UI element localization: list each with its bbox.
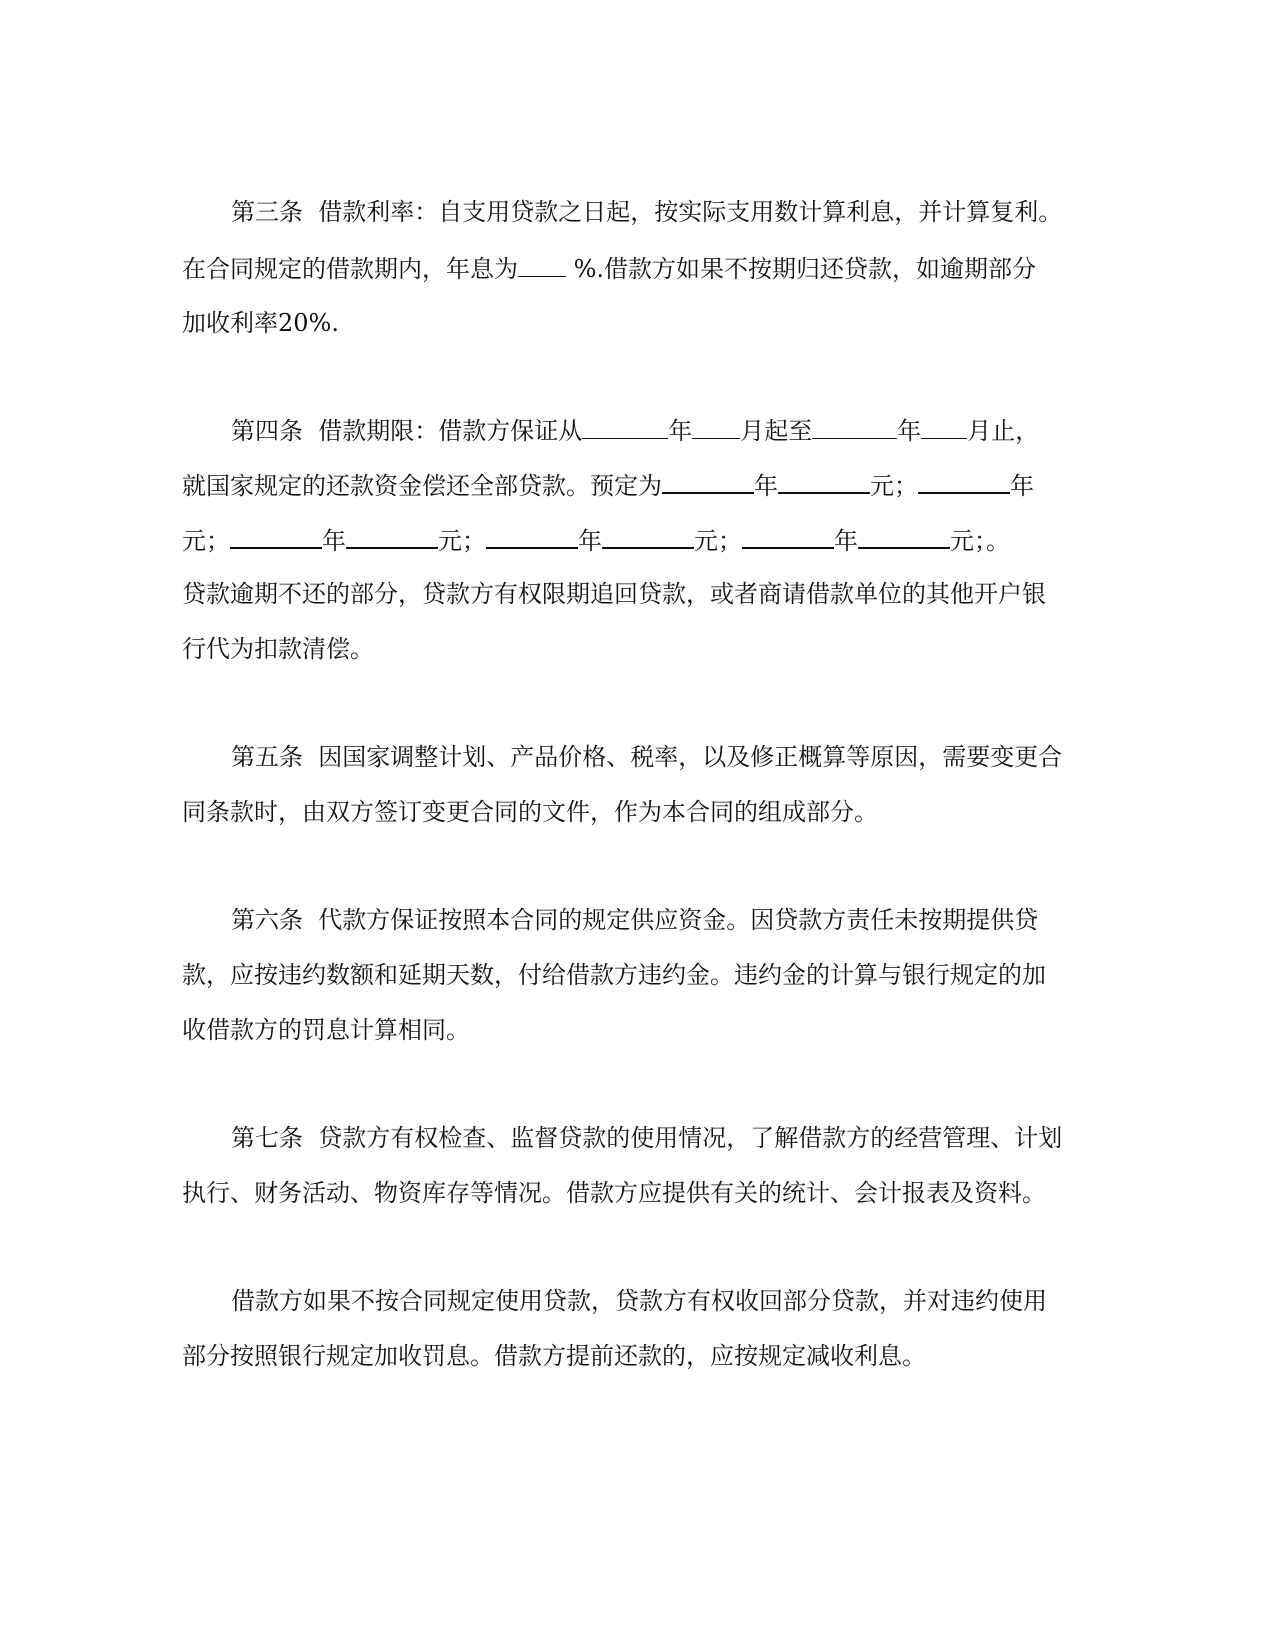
schedule-amount-1-blank <box>778 468 870 494</box>
end-year-blank <box>812 414 897 439</box>
year-label: 年 <box>834 527 858 555</box>
yuan-label: 元； <box>438 527 486 555</box>
schedule-year-5-blank <box>742 523 834 549</box>
year-label: 年 <box>578 527 602 555</box>
article-4-line-5: 行代为扣款清偿。 <box>182 635 374 663</box>
yuan-label: 元； <box>694 527 742 555</box>
schedule-amount-5-blank <box>858 523 950 549</box>
article-7-cont-line-2: 部分按照银行规定加收罚息。借款方提前还款的，应按规定减收利息。 <box>182 1342 926 1370</box>
interest-rate-blank <box>518 252 566 277</box>
article-4-line-1-text-a: 第四条 借款期限：借款方保证从 <box>231 417 583 445</box>
month-end-label: 月止， <box>967 417 1040 445</box>
article-5-line-1: 第五条 因国家调整计划、产品价格、税率，以及修正概算等原因，需要变更合 <box>231 743 1063 771</box>
year-label: 年 <box>897 417 922 445</box>
start-year-blank <box>582 414 668 439</box>
schedule-year-1-blank <box>662 468 754 494</box>
article-4-line-2 <box>182 468 1062 502</box>
schedule-year-4-blank <box>486 523 578 549</box>
yuan-label: 元； <box>182 527 230 555</box>
month-from-label: 月起至 <box>740 417 813 445</box>
end-mark: 。 <box>986 527 1010 555</box>
end-month-blank <box>921 414 967 439</box>
year-label: 年 <box>668 417 693 445</box>
article-4-line-1 <box>231 414 1061 447</box>
yuan-label: 元； <box>870 472 918 500</box>
article-4-line-4: 贷款逾期不还的部分，贷款方有权限期追回贷款，或者商请借款单位的其他开户银 <box>182 580 1046 608</box>
schedule-amount-4-blank <box>602 523 694 549</box>
article-7-line-1: 第七条 贷款方有权检查、监督贷款的使用情况，了解借款方的经营管理、计划 <box>231 1124 1063 1152</box>
article-3-line-3: 加收利率20%. <box>182 309 339 337</box>
yuan-label: 元； <box>950 527 986 555</box>
article-3-line-2 <box>182 252 1062 285</box>
article-3-line-1: 第三条 借款利率：自支用贷款之日起，按实际支用数计算利息，并计算复利。 <box>231 198 1063 226</box>
article-4-line-2-text: 就国家规定的还款资金偿还全部贷款。预定为 <box>182 472 662 500</box>
article-3-line-2-text-a: 在合同规定的借款期内，年息为 <box>182 255 518 283</box>
year-label: 年 <box>1010 472 1034 500</box>
article-5-line-2: 同条款时，由双方签订变更合同的文件，作为本合同的组成部分。 <box>182 798 878 826</box>
schedule-year-2-blank <box>918 468 1010 494</box>
article-6-line-1: 第六条 代款方保证按照本合同的规定供应资金。因贷款方责任未按期提供贷 <box>231 906 1039 934</box>
article-7-line-2: 执行、财务活动、物资库存等情况。借款方应提供有关的统计、会计报表及资料。 <box>182 1179 1046 1207</box>
schedule-year-3-blank <box>230 523 322 549</box>
article-7-cont-line-1: 借款方如果不按合同规定使用贷款，贷款方有权收回部分贷款，并对违约使用 <box>231 1287 1047 1315</box>
year-label: 年 <box>754 472 778 500</box>
schedule-amount-3-blank <box>346 523 438 549</box>
article-6-line-2: 款，应按违约数额和延期天数，付给借款方违约金。违约金的计算与银行规定的加 <box>182 961 1046 989</box>
article-4-line-3 <box>182 523 1062 557</box>
article-6-line-3: 收借款方的罚息计算相同。 <box>182 1016 470 1044</box>
start-month-blank <box>692 414 740 439</box>
article-3-line-2-text-b: %.借款方如果不按期归还贷款，如逾期部分 <box>566 255 1037 283</box>
year-label: 年 <box>322 527 346 555</box>
